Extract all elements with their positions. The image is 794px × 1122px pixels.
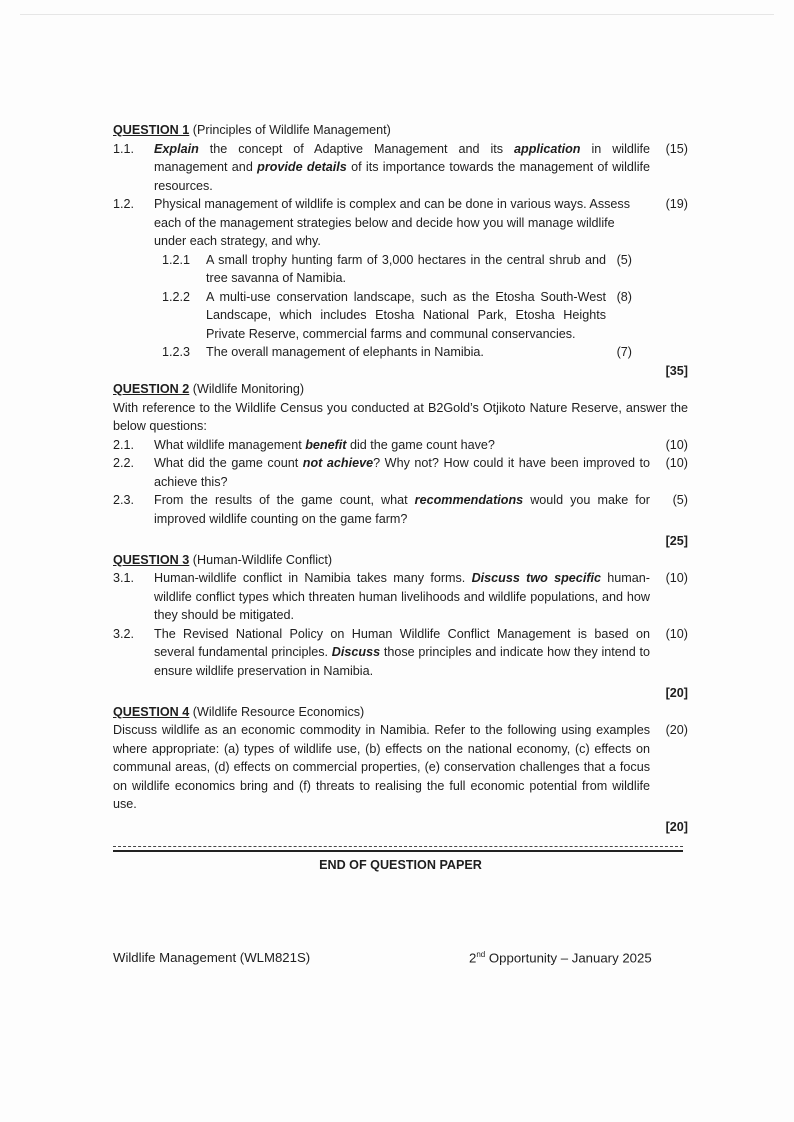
item-marks: (5)	[672, 493, 688, 507]
question-label: QUESTION 2	[113, 382, 190, 396]
question-topic: (Wildlife Monitoring)	[192, 382, 305, 396]
text: would you make for improved wildlife counting on the game farm?	[154, 493, 650, 526]
emphasis: Discuss	[331, 645, 381, 659]
footer-opportunity	[469, 950, 652, 965]
item-text: Physical management of wildlife is complex and can be done in various ways. Assess each of the management strategies below and decide how you will manage wildlife under each strategy, and why.	[154, 197, 631, 248]
question-item	[113, 436, 688, 455]
item-text: A small trophy hunting farm of 3,000 hectares in the central shrub and tree savanna of Namibia.	[206, 252, 606, 285]
question-heading	[113, 121, 688, 140]
question-total: [20]	[665, 819, 688, 834]
end-of-paper: END OF QUESTION PAPER	[319, 858, 482, 872]
question-topic: (Human-Wildlife Conflict)	[192, 552, 333, 567]
item-text	[154, 140, 650, 196]
sub-item	[113, 288, 688, 344]
item-text	[154, 454, 650, 491]
footer-course: Wildlife Management (WLM821S)	[113, 950, 311, 965]
item-text	[154, 436, 650, 455]
question-3	[113, 551, 688, 703]
item-marks: (10)	[665, 456, 688, 470]
question-topic: (Wildlife Resource Economics)	[192, 704, 365, 719]
question-total: [35]	[665, 363, 688, 378]
item-marks: (10)	[665, 626, 688, 641]
question-paper	[113, 121, 688, 836]
question-label: QUESTION 3	[113, 552, 190, 567]
question-4	[113, 703, 688, 837]
question-label: QUESTION 1	[113, 123, 190, 137]
item-marks: (10)	[665, 571, 688, 585]
item-marks: (20)	[665, 723, 688, 737]
solid-rule	[113, 850, 683, 852]
item-number: 1.2.2	[162, 289, 191, 304]
emphasis: Explain	[154, 141, 199, 156]
emphasis: recommendations	[414, 493, 524, 507]
item-text: The overall management of elephants in Namibia.	[206, 345, 484, 359]
item-marks: (8)	[616, 289, 632, 304]
text: of its importance towards the management of wildlife resources.	[154, 160, 650, 193]
item-marks: (5)	[616, 252, 632, 267]
item-text	[154, 625, 650, 681]
question-item	[113, 721, 688, 814]
question-2	[113, 380, 688, 551]
question-topic: (Principles of Wildlife Management)	[192, 123, 391, 137]
question-item	[113, 625, 688, 681]
item-number: 2.1.	[113, 437, 135, 452]
item-number: 2.3.	[113, 493, 135, 507]
item-number: 1.2.1	[162, 252, 191, 267]
item-text: A multi-use conservation landscape, such as the Etosha South-West Landscape, which includes Etosha National Park, Etosha Heights Private Reserve, commercial farms and communal conservancies.	[206, 289, 606, 341]
item-marks: (19)	[665, 197, 688, 211]
scan-edge-line	[20, 14, 774, 15]
question-item	[113, 454, 688, 491]
item-marks: (15)	[665, 141, 688, 156]
question-label: QUESTION 4	[113, 704, 190, 719]
emphasis: provide details	[257, 160, 347, 174]
text: What wildlife management	[154, 437, 306, 452]
text: Human-wildlife conflict in Namibia takes many forms.	[154, 571, 472, 585]
text: those principles and indicate how they intend to ensure wildlife preservation in Namibia.	[154, 645, 651, 678]
question-heading	[113, 551, 688, 570]
question-1	[113, 121, 688, 380]
item-marks: (7)	[616, 345, 632, 359]
dashed-rule	[113, 846, 683, 847]
text: The Revised National Policy on Human Wildlife Conflict Management is based on several fundamental principles.	[154, 626, 650, 659]
question-heading	[113, 380, 688, 399]
question-heading	[113, 703, 688, 722]
item-number: 1.1.	[113, 141, 135, 156]
emphasis: Discuss two specific	[471, 571, 602, 585]
text: ? Why not? How could it have been improved to achieve this?	[154, 456, 650, 489]
item-number: 1.2.3	[162, 345, 191, 359]
question-total: [20]	[665, 686, 688, 700]
emphasis: not achieve	[302, 456, 374, 470]
emphasis: benefit	[305, 437, 347, 452]
text: What did the game count	[154, 456, 303, 470]
sub-item	[113, 251, 688, 288]
text: the concept of Adaptive Management and its	[198, 141, 514, 156]
question-item	[113, 491, 688, 528]
question-item	[113, 195, 688, 251]
ordinal-suffix: nd	[476, 950, 486, 959]
emphasis: application	[514, 141, 581, 156]
item-number: 3.2.	[113, 626, 135, 641]
question-item	[113, 569, 688, 625]
item-number: 2.2.	[113, 456, 135, 470]
question-total: [25]	[665, 534, 688, 548]
text: did the game count have?	[346, 437, 495, 452]
text: human-wildlife conflict types which threaten human livelihoods and wildlife populations, and how they should be mitigated.	[154, 571, 650, 622]
question-item	[113, 140, 688, 196]
ordinal: 2	[469, 950, 477, 966]
text: From the results of the game count, what	[154, 493, 415, 507]
opportunity-date: Opportunity – January 2025	[485, 950, 652, 966]
item-number: 3.1.	[113, 571, 135, 585]
question-intro: With reference to the Wildlife Census you conducted at B2Gold’s Otjikoto Nature Reserve, answer the below questions:	[113, 400, 688, 433]
item-text	[154, 491, 650, 528]
item-text	[154, 569, 650, 625]
sub-item	[113, 343, 688, 362]
item-number: 1.2.	[113, 197, 135, 211]
text: in wildlife management and	[154, 141, 650, 174]
item-text: Discuss wildlife as an economic commodity in Namibia. Refer to the following using examples where appropriate: (a) types of wildlife use, (b) effects on the national economy, (c) effects on communal areas, (d) effects on commercial properties, (e) conservation challenges that a focus on wildlife economics bring and (f) threats to realising the full economic potential from wildlife use.	[113, 723, 650, 811]
item-marks: (10)	[665, 437, 688, 452]
end-divider	[113, 846, 683, 852]
